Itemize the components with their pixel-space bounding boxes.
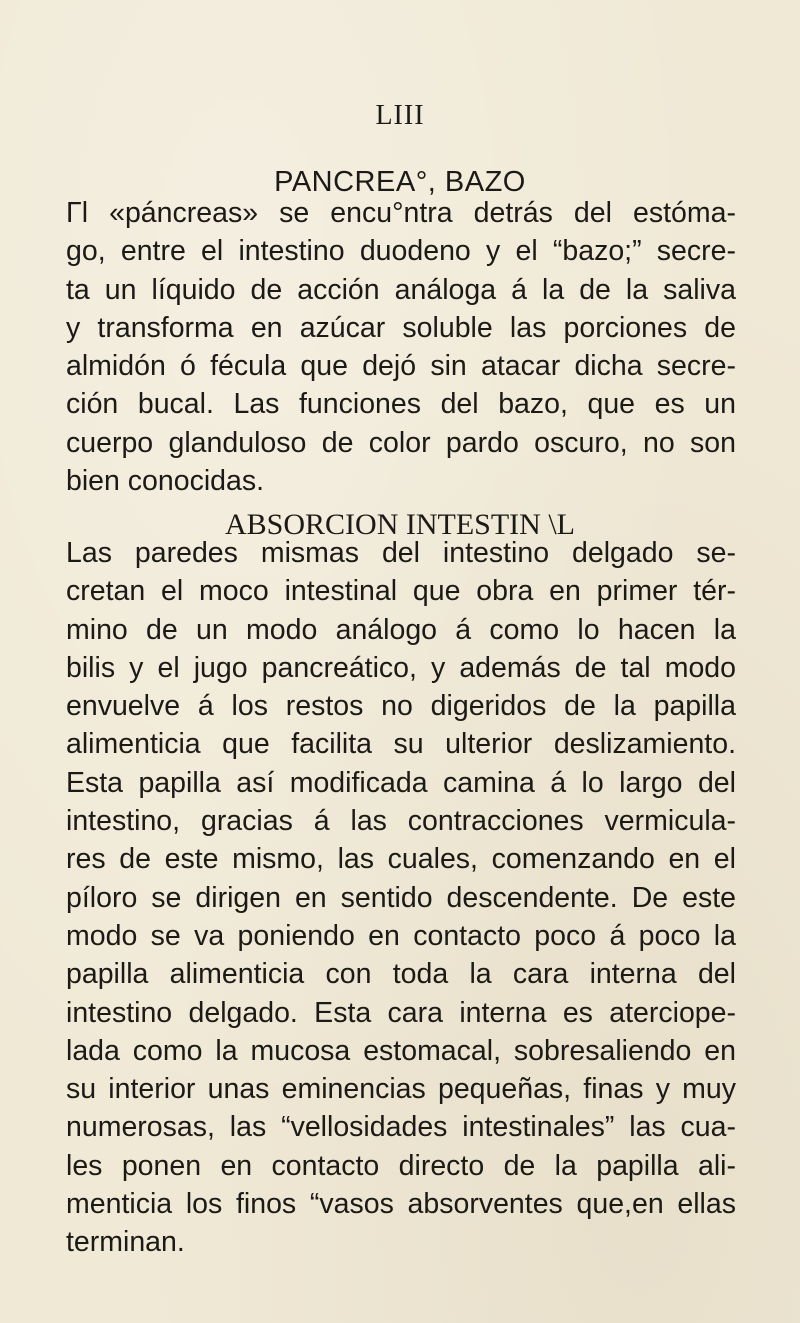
text-line: go, entre el intestino duodeno y el “bazo;” secre-: [66, 235, 736, 268]
text-line: y transforma en azúcar soluble las porciones de: [66, 311, 736, 344]
text-line: intestino delgado. Esta cara interna es aterciope-: [66, 996, 736, 1029]
text-line: ta un líquido de acción análoga á la de la saliva: [66, 273, 736, 306]
text-line: cretan el moco intestinal que obra en primer tér-: [66, 575, 736, 608]
text-line: ción bucal. Las funciones del bazo, que es un: [66, 388, 736, 421]
section-heading-pancreas: PANCREA°, BAZO: [274, 166, 526, 198]
text-line: almidón ó fécula que dejó sin atacar dicha secre-: [66, 350, 736, 383]
paragraph-pancreas: [66, 194, 736, 500]
text-line: su interior unas eminencias pequeñas, finas y muy: [66, 1073, 736, 1106]
text-line: Esta papilla así modificada camina á lo largo del: [66, 766, 736, 799]
text-line: terminan.: [66, 1226, 185, 1259]
text-line: Γl «páncreas» se encu°ntra detrás del estóma-: [66, 197, 736, 229]
text-line: papilla alimenticia con toda la cara interna del: [66, 958, 736, 991]
page-number: LIII: [375, 100, 425, 131]
text-line: modo se va poniendo en contacto poco á poco la: [66, 919, 736, 952]
text-line: numerosas, las “vellosidades intestinales” las cua-: [66, 1111, 736, 1144]
text-line: intestino, gracias á las contracciones vermicula-: [66, 805, 736, 838]
text-line: píloro se dirigen en sentido descendente. De este: [66, 881, 736, 914]
text-line: lada como la mucosa estomacal, sobresaliendo en: [66, 1034, 736, 1067]
text-line: bilis y el jugo pancreático, y además de tal modo: [66, 651, 736, 684]
text-line: menticia los finos “vasos absorventes que,en ellas: [66, 1188, 736, 1221]
text-line: cuerpo glanduloso de color pardo oscuro, no son: [66, 426, 736, 459]
text-line: res de este mismo, las cuales, comenzando en el: [66, 843, 736, 876]
text-line: les ponen en contacto directo de la papilla ali-: [66, 1149, 736, 1182]
text-line: Las paredes mismas del intestino delgado se-: [66, 537, 736, 569]
text-line: envuelve á los restos no digeridos de la papilla: [66, 690, 736, 723]
text-line: bien conocidas.: [66, 465, 265, 498]
text-line: alimenticia que facilita su ulterior deslizamiento.: [66, 728, 736, 761]
section-heading-absorcion: ABSORCION INTESTIN \L: [225, 508, 575, 541]
paragraph-absorcion: [66, 534, 736, 1262]
text-line: mino de un modo análogo á como lo hacen la: [66, 613, 736, 646]
